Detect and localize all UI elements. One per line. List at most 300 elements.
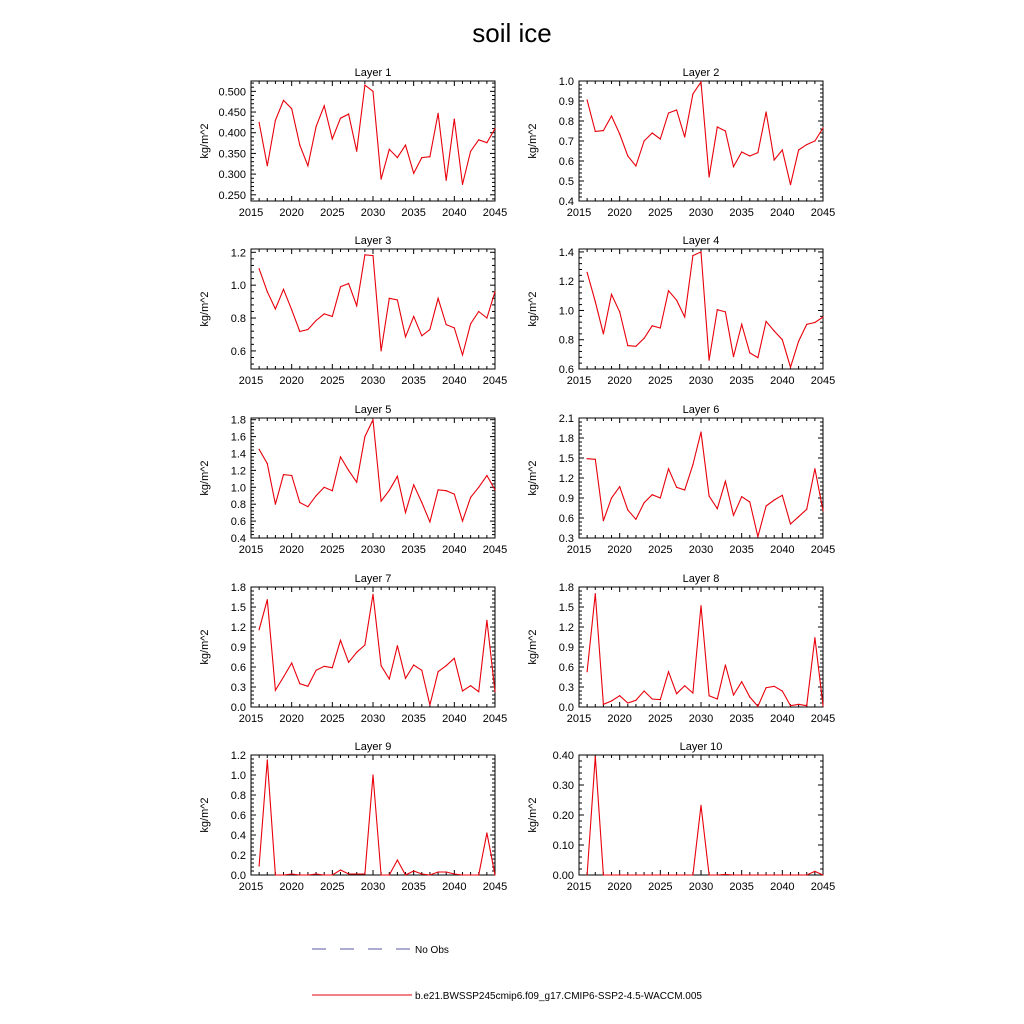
data-point <box>356 305 357 306</box>
data-point <box>324 666 325 667</box>
y-tick-label: 0.6 <box>230 516 246 529</box>
x-tick-label: 2015 <box>566 881 592 893</box>
data-point <box>676 109 677 110</box>
data-point <box>595 459 596 460</box>
data-point <box>692 874 693 875</box>
data-point <box>725 481 726 482</box>
figure-title: soil ice <box>472 18 552 48</box>
data-point <box>421 502 422 503</box>
y-axis-label: kg/m^2 <box>527 797 539 833</box>
y-axis-label: kg/m^2 <box>199 629 211 665</box>
data-point <box>307 506 308 507</box>
y-tick-label: 0.400 <box>218 127 246 140</box>
y-tick-label: 1.2 <box>230 465 246 478</box>
data-point <box>660 497 661 498</box>
data-point <box>595 131 596 132</box>
data-point <box>822 127 823 128</box>
data-point <box>494 291 495 292</box>
data-point <box>709 495 710 496</box>
data-point <box>397 299 398 300</box>
y-tick-label: 1.2 <box>558 473 574 485</box>
data-point <box>307 329 308 330</box>
data-point <box>619 695 620 696</box>
x-tick-label: 2045 <box>482 207 508 219</box>
data-point <box>372 91 373 92</box>
data-point <box>806 705 807 706</box>
data-point <box>733 515 734 516</box>
y-tick-label: 0.9 <box>558 493 574 505</box>
y-tick-label: 0.30 <box>552 780 574 792</box>
y-axis-label: kg/m^2 <box>199 797 211 833</box>
data-point <box>462 184 463 185</box>
data-point <box>660 874 661 875</box>
x-tick-label: 2035 <box>729 881 754 893</box>
panel-title: Layer 9 <box>354 741 392 753</box>
data-point <box>684 685 685 686</box>
data-point <box>652 132 653 133</box>
y-tick-label: 1.0 <box>230 280 246 293</box>
data-point <box>389 490 390 491</box>
x-tick-label: 2030 <box>360 544 386 556</box>
data-point <box>774 499 775 500</box>
data-point <box>446 665 447 666</box>
x-tick-label: 2025 <box>320 881 345 893</box>
data-point <box>356 652 357 653</box>
data-point <box>741 324 742 325</box>
x-tick-label: 2015 <box>238 544 264 556</box>
data-point <box>478 311 479 312</box>
series-line <box>587 82 823 185</box>
panel-title: Layer 1 <box>354 67 392 79</box>
data-point <box>470 323 471 324</box>
x-tick-label: 2030 <box>688 207 714 219</box>
x-tick-label: 2040 <box>770 881 795 893</box>
data-point <box>267 759 268 760</box>
data-point <box>790 523 791 524</box>
panel-title: Layer 4 <box>682 235 720 247</box>
y-tick-label: 0.3 <box>230 682 246 694</box>
y-tick-label: 1.5 <box>558 602 574 614</box>
data-point <box>389 149 390 150</box>
data-point <box>454 494 455 495</box>
data-point <box>413 664 414 665</box>
data-point <box>299 502 300 503</box>
panel-title: Layer 10 <box>679 741 723 753</box>
plot-frame <box>579 755 823 875</box>
data-point <box>684 136 685 137</box>
y-tick-label: 0.350 <box>218 148 246 161</box>
x-tick-label: 2020 <box>279 375 304 387</box>
data-point <box>798 341 799 342</box>
data-point <box>700 805 701 806</box>
panel-8 <box>527 573 835 725</box>
data-point <box>332 874 333 875</box>
y-tick-label: 1.4 <box>230 448 246 461</box>
data-point <box>766 687 767 688</box>
data-point <box>766 111 767 112</box>
y-tick-label: 0.6 <box>558 156 574 168</box>
data-point <box>259 865 260 866</box>
series-line <box>259 594 495 705</box>
x-tick-label: 2030 <box>360 881 386 893</box>
y-tick-label: 0.9 <box>230 642 246 654</box>
series-line <box>587 594 823 707</box>
y-tick-label: 0.300 <box>218 169 246 182</box>
data-point <box>603 874 604 875</box>
data-point <box>381 874 382 875</box>
data-point <box>283 874 284 875</box>
data-point <box>397 476 398 477</box>
y-tick-label: 0.4 <box>230 830 246 842</box>
x-tick-label: 2015 <box>566 375 592 387</box>
data-point <box>413 484 414 485</box>
y-tick-label: 1.2 <box>558 276 574 289</box>
x-tick-label: 2015 <box>238 375 264 387</box>
legend-model-label: b.e21.BWSSP245cmip6.f09_g17.CMIP6-SSP2-4.5-WACCM.005 <box>415 991 702 1002</box>
data-point <box>782 149 783 150</box>
data-point <box>749 696 750 697</box>
data-point <box>324 874 325 875</box>
series-line <box>587 432 823 537</box>
x-tick-label: 2040 <box>442 713 467 725</box>
x-tick-label: 2040 <box>442 375 467 387</box>
data-point <box>774 874 775 875</box>
x-tick-label: 2020 <box>607 544 632 556</box>
x-tick-label: 2045 <box>482 881 508 893</box>
x-tick-label: 2020 <box>607 881 632 893</box>
panel-2 <box>527 67 835 219</box>
data-point <box>454 119 455 120</box>
data-point <box>324 487 325 488</box>
panel-title: Layer 8 <box>682 573 720 585</box>
data-point <box>291 873 292 874</box>
y-tick-label: 0.8 <box>230 313 246 326</box>
x-tick-label: 2035 <box>401 881 426 893</box>
data-point <box>494 691 495 692</box>
data-point <box>717 309 718 310</box>
y-tick-label: 1.8 <box>230 414 246 427</box>
data-point <box>275 874 276 875</box>
data-point <box>494 489 495 490</box>
series-line <box>587 252 823 367</box>
y-tick-label: 1.4 <box>558 246 574 259</box>
x-tick-label: 2035 <box>729 375 754 387</box>
data-point <box>741 151 742 152</box>
data-point <box>644 690 645 691</box>
data-point <box>389 298 390 299</box>
data-point <box>652 494 653 495</box>
data-point <box>644 502 645 503</box>
data-point <box>299 683 300 684</box>
data-point <box>275 690 276 691</box>
panel-title: Layer 6 <box>682 404 720 416</box>
data-point <box>494 874 495 875</box>
x-tick-label: 2025 <box>648 207 673 219</box>
data-point <box>299 874 300 875</box>
data-point <box>316 873 317 874</box>
x-tick-label: 2040 <box>770 375 795 387</box>
data-point <box>587 272 588 273</box>
y-tick-label: 1.5 <box>230 602 246 614</box>
data-point <box>635 346 636 347</box>
data-point <box>259 268 260 269</box>
data-point <box>429 874 430 875</box>
y-tick-label: 0.450 <box>218 107 246 120</box>
data-point <box>381 501 382 502</box>
data-point <box>438 671 439 672</box>
data-point <box>348 662 349 663</box>
data-point <box>486 832 487 833</box>
data-point <box>733 356 734 357</box>
data-point <box>454 658 455 659</box>
data-point <box>470 497 471 498</box>
x-tick-label: 2020 <box>607 713 632 725</box>
data-point <box>478 139 479 140</box>
data-point <box>307 165 308 166</box>
data-point <box>774 159 775 160</box>
data-point <box>766 874 767 875</box>
data-point <box>700 251 701 252</box>
data-point <box>316 670 317 671</box>
x-tick-label: 2035 <box>401 207 426 219</box>
data-point <box>652 325 653 326</box>
x-tick-label: 2035 <box>729 207 754 219</box>
x-tick-label: 2045 <box>482 544 508 556</box>
panel-title: Layer 2 <box>682 67 720 79</box>
x-tick-label: 2020 <box>279 207 304 219</box>
data-point <box>668 468 669 469</box>
data-point <box>635 874 636 875</box>
data-point <box>587 458 588 459</box>
data-point <box>635 519 636 520</box>
y-tick-label: 1.8 <box>558 582 574 594</box>
y-tick-label: 0.8 <box>230 499 246 512</box>
plot-frame <box>251 418 495 538</box>
x-tick-label: 2035 <box>729 713 754 725</box>
data-point <box>603 333 604 334</box>
data-point <box>611 497 612 498</box>
x-tick-label: 2025 <box>320 375 345 387</box>
data-point <box>749 352 750 353</box>
y-tick-label: 1.2 <box>230 750 246 762</box>
data-point <box>421 157 422 158</box>
x-tick-label: 2040 <box>442 544 467 556</box>
series-line <box>259 85 495 184</box>
y-tick-label: 1.2 <box>230 622 246 634</box>
x-tick-label: 2020 <box>607 375 632 387</box>
x-tick-label: 2025 <box>648 375 673 387</box>
data-point <box>364 254 365 255</box>
y-axis-label: kg/m^2 <box>527 123 539 159</box>
data-point <box>627 702 628 703</box>
data-point <box>340 118 341 119</box>
data-point <box>340 869 341 870</box>
data-point <box>299 145 300 146</box>
data-point <box>822 874 823 875</box>
data-point <box>725 130 726 131</box>
data-point <box>446 490 447 491</box>
data-point <box>644 338 645 339</box>
data-point <box>389 874 390 875</box>
data-point <box>595 301 596 302</box>
panel-3 <box>199 235 507 387</box>
data-point <box>438 871 439 872</box>
data-point <box>684 874 685 875</box>
data-point <box>478 874 479 875</box>
x-tick-label: 2025 <box>648 881 673 893</box>
data-point <box>766 321 767 322</box>
data-point <box>798 874 799 875</box>
y-tick-label: 1.5 <box>558 453 574 465</box>
data-point <box>356 873 357 874</box>
data-point <box>381 665 382 666</box>
plot-frame <box>579 249 823 369</box>
x-tick-label: 2025 <box>320 544 345 556</box>
data-point <box>364 644 365 645</box>
data-point <box>635 700 636 701</box>
data-point <box>381 179 382 180</box>
data-point <box>635 165 636 166</box>
data-point <box>652 698 653 699</box>
data-point <box>692 255 693 256</box>
data-point <box>486 142 487 143</box>
x-tick-label: 2030 <box>688 881 714 893</box>
data-point <box>806 509 807 510</box>
data-point <box>619 311 620 312</box>
x-tick-label: 2035 <box>401 713 426 725</box>
data-point <box>405 874 406 875</box>
data-point <box>470 151 471 152</box>
data-point <box>725 664 726 665</box>
data-point <box>749 874 750 875</box>
data-point <box>757 706 758 707</box>
x-tick-label: 2020 <box>279 881 304 893</box>
data-point <box>717 126 718 127</box>
data-point <box>316 126 317 127</box>
data-point <box>684 316 685 317</box>
data-point <box>692 464 693 465</box>
data-point <box>486 620 487 621</box>
data-point <box>421 873 422 874</box>
y-tick-label: 0.6 <box>558 364 574 376</box>
plot-frame <box>251 755 495 875</box>
data-point <box>741 681 742 682</box>
x-tick-label: 2040 <box>442 207 467 219</box>
series-line <box>259 255 495 355</box>
data-point <box>660 138 661 139</box>
data-point <box>790 367 791 368</box>
x-tick-label: 2040 <box>770 544 795 556</box>
data-point <box>259 449 260 450</box>
data-point <box>267 599 268 600</box>
data-point <box>356 482 357 483</box>
panel-title: Layer 5 <box>354 404 392 416</box>
data-point <box>478 487 479 488</box>
x-tick-label: 2025 <box>320 713 345 725</box>
data-point <box>397 645 398 646</box>
data-point <box>668 290 669 291</box>
data-point <box>782 339 783 340</box>
data-point <box>660 699 661 700</box>
y-tick-label: 0.250 <box>218 189 246 202</box>
x-tick-label: 2040 <box>770 207 795 219</box>
data-point <box>749 155 750 156</box>
panel-6 <box>527 404 835 556</box>
y-tick-label: 0.6 <box>558 513 574 525</box>
y-tick-label: 2.1 <box>558 413 574 425</box>
data-point <box>700 81 701 82</box>
y-tick-label: 1.0 <box>558 76 574 88</box>
data-point <box>470 685 471 686</box>
data-point <box>340 456 341 457</box>
data-point <box>700 605 701 606</box>
data-point <box>381 350 382 351</box>
y-axis-label: kg/m^2 <box>527 460 539 496</box>
data-point <box>611 700 612 701</box>
data-point <box>611 294 612 295</box>
data-point <box>372 774 373 775</box>
data-point <box>660 327 661 328</box>
data-point <box>332 316 333 317</box>
x-tick-label: 2025 <box>648 713 673 725</box>
data-point <box>340 640 341 641</box>
y-tick-label: 0.8 <box>230 790 246 802</box>
x-tick-label: 2020 <box>607 207 632 219</box>
data-point <box>684 489 685 490</box>
data-point <box>462 874 463 875</box>
y-tick-label: 1.2 <box>230 247 246 260</box>
x-tick-label: 2035 <box>401 544 426 556</box>
data-point <box>462 354 463 355</box>
y-tick-label: 0.9 <box>558 96 574 108</box>
data-point <box>283 289 284 290</box>
panel-9 <box>199 741 507 893</box>
plot-frame <box>579 81 823 201</box>
y-axis-label: kg/m^2 <box>199 123 211 159</box>
x-tick-label: 2015 <box>238 713 264 725</box>
plot-frame <box>579 587 823 707</box>
data-point <box>814 871 815 872</box>
y-tick-label: 0.8 <box>558 116 574 128</box>
data-point <box>438 489 439 490</box>
legend-obs-label: No Obs <box>415 945 449 956</box>
data-point <box>692 93 693 94</box>
data-point <box>332 138 333 139</box>
data-point <box>397 157 398 158</box>
data-point <box>790 705 791 706</box>
data-point <box>348 283 349 284</box>
y-axis-label: kg/m^2 <box>199 291 211 327</box>
x-tick-label: 2025 <box>320 207 345 219</box>
x-tick-label: 2030 <box>360 375 386 387</box>
y-tick-label: 0.0 <box>558 702 574 714</box>
data-point <box>725 311 726 312</box>
data-point <box>790 874 791 875</box>
data-point <box>462 690 463 691</box>
data-point <box>275 504 276 505</box>
data-point <box>619 874 620 875</box>
data-point <box>372 419 373 420</box>
data-point <box>389 678 390 679</box>
data-point <box>307 874 308 875</box>
y-tick-label: 0.0 <box>230 870 246 882</box>
x-tick-label: 2045 <box>810 713 836 725</box>
data-point <box>478 691 479 692</box>
x-tick-label: 2030 <box>688 544 714 556</box>
y-tick-label: 1.8 <box>230 582 246 594</box>
data-point <box>806 144 807 145</box>
y-axis-label: kg/m^2 <box>527 291 539 327</box>
